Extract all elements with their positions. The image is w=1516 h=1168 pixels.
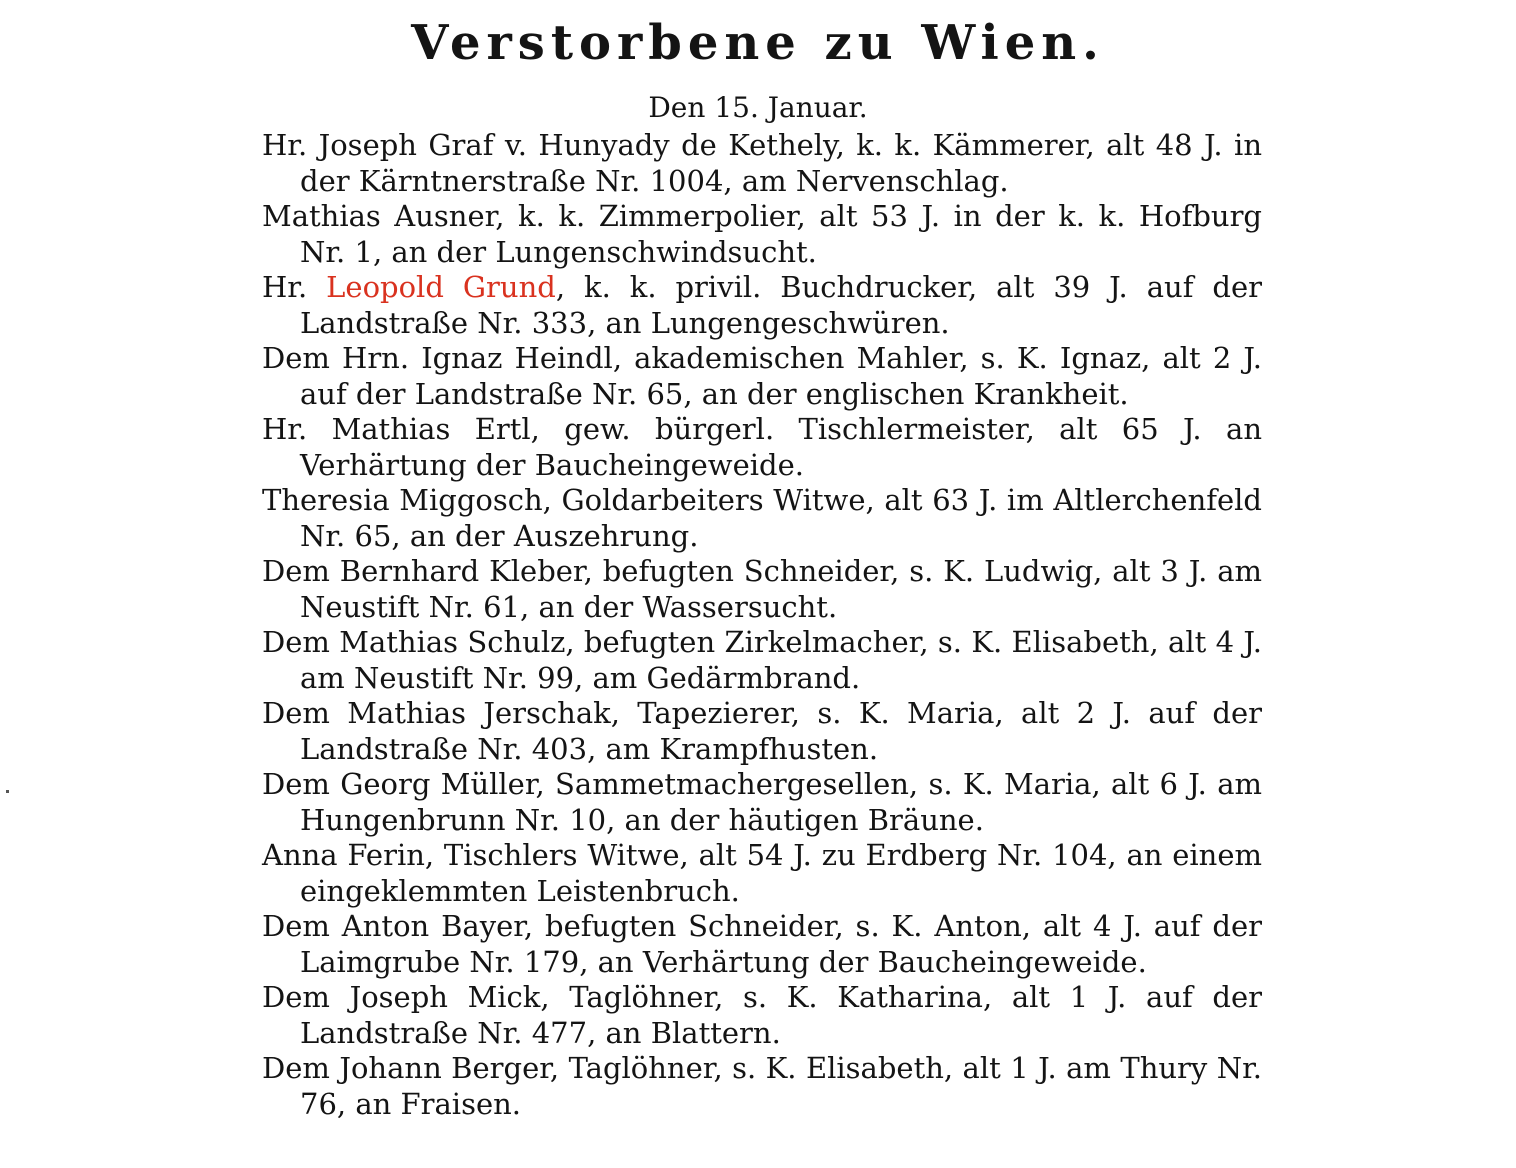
notice-prefix: Hr.: [262, 270, 327, 304]
notice-entry: Theresia Miggosch, Goldarbeiters Witwe, alt 63 J. im Altlerchenfeld Nr. 65, an der Auszehrung.: [262, 483, 1262, 553]
notice-entry-highlighted: [262, 270, 1262, 341]
notice-entry: Mathias Ausner, k. k. Zimmerpolier, alt 53 J. in der k. k. Hofburg Nr. 1, an der Lungenschwindsucht.: [262, 199, 1262, 269]
date-heading: Den 15. Januar.: [648, 91, 868, 124]
death-notices-list: [262, 128, 1262, 1122]
page-title: Verstorbene zu Wien.: [411, 15, 1105, 71]
notice-entry: Anna Ferin, Tischlers Witwe, alt 54 J. zu Erdberg Nr. 104, an einem eingeklemmten Leistenbruch.: [262, 838, 1262, 908]
notice-entry: Dem Georg Müller, Sammetmachergesellen, s. K. Maria, alt 6 J. am Hungenbrunn Nr. 10, an der häutigen Bräune.: [262, 767, 1262, 837]
notice-entry: Hr. Mathias Ertl, gew. bürgerl. Tischlermeister, alt 65 J. an Verhärtung der Baucheingeweide.: [262, 412, 1262, 482]
margin-speck: [6, 790, 9, 793]
notice-entry: Dem Hrn. Ignaz Heindl, akademischen Mahler, s. K. Ignaz, alt 2 J. auf der Landstraße Nr. 65, an der englischen Krankheit.: [262, 341, 1262, 411]
notice-entry: Dem Johann Berger, Taglöhner, s. K. Elisabeth, alt 1 J. am Thury Nr. 76, an Fraisen.: [262, 1051, 1262, 1121]
notice-entry: Dem Mathias Jerschak, Tapezierer, s. K. Maria, alt 2 J. auf der Landstraße Nr. 403, am Krampfhusten.: [262, 696, 1262, 766]
highlighted-name: Leopold Grund: [326, 270, 556, 304]
notice-entry: Dem Anton Bayer, befugten Schneider, s. K. Anton, alt 4 J. auf der Laimgrube Nr. 179, an Verhärtung der Baucheingeweide.: [262, 909, 1262, 979]
notice-entry: Hr. Joseph Graf v. Hunyady de Kethely, k. k. Kämmerer, alt 48 J. in der Kärntnerstraße Nr. 1004, am Nervenschlag.: [262, 128, 1262, 198]
notice-entry: Dem Mathias Schulz, befugten Zirkelmacher, s. K. Elisabeth, alt 4 J. am Neustift Nr. 99, am Gedärmbrand.: [262, 625, 1262, 695]
notice-entry: Dem Bernhard Kleber, befugten Schneider, s. K. Ludwig, alt 3 J. am Neustift Nr. 61, an der Wassersucht.: [262, 554, 1262, 624]
notice-rest: , k. k. privil. Buchdrucker, alt 39 J. auf der Landstraße Nr. 333, an Lungengeschwüren.: [300, 270, 1262, 340]
notice-entry: Dem Joseph Mick, Taglöhner, s. K. Katharina, alt 1 J. auf der Landstraße Nr. 477, an Blattern.: [262, 980, 1262, 1050]
